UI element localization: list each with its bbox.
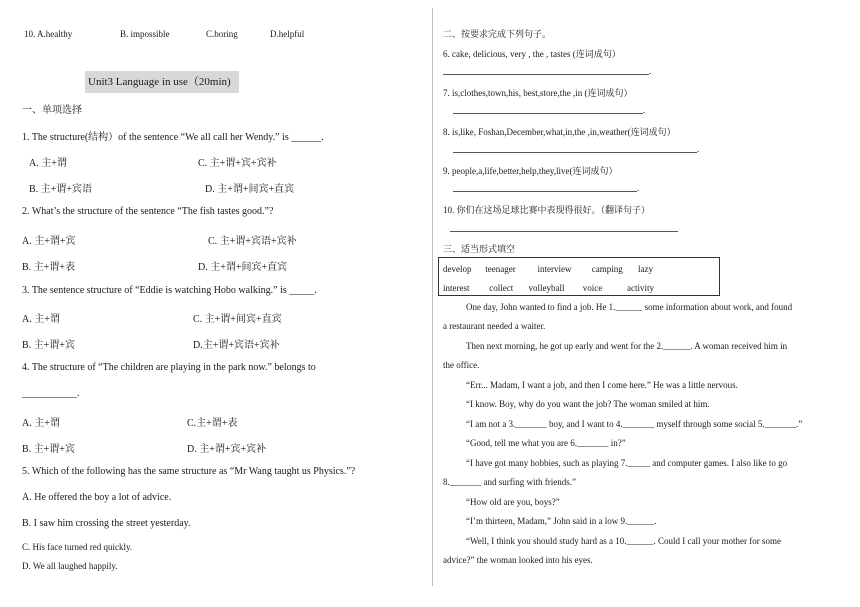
passage-line-3: Then next morning, he got up early and went for the 2.______. A woman received him in <box>466 341 788 351</box>
word-bank-row-2 <box>443 283 654 293</box>
period-6: . <box>649 66 652 76</box>
q3-option-c: C. 主+谓+间宾+直宾 <box>193 314 282 325</box>
passage-line-1: One day, John wanted to find a job. He 1.______ some information about work, and found <box>466 302 793 312</box>
word-interview: interview <box>537 264 572 274</box>
period-7: . <box>643 105 646 115</box>
q1-option-b: B. 主+谓+宾语 <box>29 184 92 195</box>
q5-option-d: D. We all laughed happily. <box>22 561 118 571</box>
unit-title: Unit3 Language in use（20min) <box>85 71 239 93</box>
period-9: . <box>637 183 640 193</box>
answer-line-6[interactable] <box>443 74 649 75</box>
passage-line-11: “How old are you, boys?” <box>466 497 560 507</box>
passage-line-8: “Good, tell me what you are 6._______ in?” <box>466 438 626 448</box>
q10-option-a: 10. A.healthy <box>24 29 73 39</box>
answer-line-10[interactable] <box>450 231 678 232</box>
passage-line-5: “Err... Madam, I want a job, and then I come here.” He was a little nervous. <box>466 380 738 390</box>
passage-line-9: “I have got many hobbies, such as playing 7._____ and computer games. I also like to go <box>466 458 788 468</box>
q2-option-d: D. 主+谓+间宾+直宾 <box>198 262 288 273</box>
q1-option-c: C. 主+谓+宾+宾补 <box>198 158 277 169</box>
passage-line-4: the office. <box>443 360 480 370</box>
passage-line-10: 8._______ and surfing with friends.” <box>443 477 576 487</box>
passage-line-6: “I know. Boy, why do you want the job? The woman smiled at him. <box>466 399 710 409</box>
q5-option-a: A. He offered the boy a lot of advice. <box>22 492 172 503</box>
q4-option-b: B. 主+谓+宾 <box>22 444 75 455</box>
passage-line-7: “I am not a 3._______ boy, and I want to 4._______ myself through some social 5._______.” <box>466 419 803 429</box>
q10-option-d: D.helpful <box>270 29 305 39</box>
q4-option-a: A. 主+谓 <box>22 418 60 429</box>
word-camping: camping <box>591 264 623 274</box>
q2-option-b: B. 主+谓+表 <box>22 262 75 273</box>
q3-option-d: D.主+谓+宾语+宾补 <box>193 340 280 351</box>
answer-line-9[interactable] <box>453 191 637 192</box>
q5-option-c: C. His face turned red quickly. <box>22 542 133 552</box>
q4-blank: ___________. <box>22 388 80 399</box>
word-lazy: lazy <box>638 264 653 274</box>
section-heading-1: 一、单项选择 <box>22 105 82 116</box>
question-3: 3. The sentence structure of “Eddie is watching Hobo walking.” is _____. <box>22 285 317 296</box>
q10-option-c: C.boring <box>206 29 238 39</box>
passage-line-13: “Well, I think you should study hard as a 10.______. Could I call your mother for some <box>466 536 781 546</box>
q10-option-b: B. impossible <box>120 29 170 39</box>
word-bank <box>438 257 720 296</box>
question-1: 1. The structure(结构）of the sentence “We all call her Wendy.” is ______. <box>22 132 324 143</box>
q2-option-c: C. 主+谓+宾语+宾补 <box>208 236 297 247</box>
passage-line-12: “I’m thirteen, Madam,” John said in a low 9.______. <box>466 516 657 526</box>
question-2: 2. What’s the structure of the sentence “The fish tastes good.”? <box>22 206 274 217</box>
word-bank-row-1 <box>443 264 653 274</box>
section-heading-3: 三、适当形式填空 <box>443 244 516 254</box>
q4-option-c: C.主+谓+表 <box>187 418 238 429</box>
q1-option-d: D. 主+谓+间宾+直宾 <box>205 184 295 195</box>
q3-option-a: A. 主+谓 <box>22 314 60 325</box>
answer-line-7[interactable] <box>453 113 643 114</box>
column-divider <box>432 8 433 586</box>
sentence-9: 9. people,a,life,better,help,they,live(连词成句） <box>443 166 618 176</box>
q3-option-b: B. 主+谓+宾 <box>22 340 75 351</box>
sentence-6: 6. cake, delicious, very , the , tastes (连词成句） <box>443 49 621 59</box>
q5-option-b: B. I saw him crossing the street yesterday. <box>22 518 191 529</box>
word-develop: develop <box>443 264 472 274</box>
q2-option-a: A. 主+谓+宾 <box>22 236 76 247</box>
word-volleyball: volleyball <box>528 283 565 293</box>
sentence-10: 10. 你们在这场足球比赛中表现得很好。（翻译句子） <box>443 205 651 215</box>
question-5: 5. Which of the following has the same structure as “Mr Wang taught us Physics.”? <box>22 466 356 477</box>
period-8: . <box>697 144 700 154</box>
word-collect: collect <box>489 283 514 293</box>
q1-option-a: A. 主+谓 <box>29 158 67 169</box>
passage-line-14: advice?” the woman looked into his eyes. <box>443 555 593 565</box>
word-teenager: teenager <box>485 264 516 274</box>
question-4: 4. The structure of “The children are playing in the park now.” belongs to <box>22 362 316 373</box>
passage-line-2: a restaurant needed a waiter. <box>443 321 546 331</box>
q4-option-d: D. 主+谓+宾+宾补 <box>187 444 267 455</box>
sentence-7: 7. is,clothes,town,his, best,store,the ,in (连词成句） <box>443 88 633 98</box>
answer-line-8[interactable] <box>453 152 697 153</box>
section-heading-2: 二、按要求完成下列句子。 <box>443 29 552 39</box>
word-activity: activity <box>627 283 654 293</box>
sentence-8: 8. is,like, Foshan,December,what,in,the ,in,weather(连词成句） <box>443 127 676 137</box>
word-voice: voice <box>582 283 603 293</box>
word-interest: interest <box>443 283 470 293</box>
